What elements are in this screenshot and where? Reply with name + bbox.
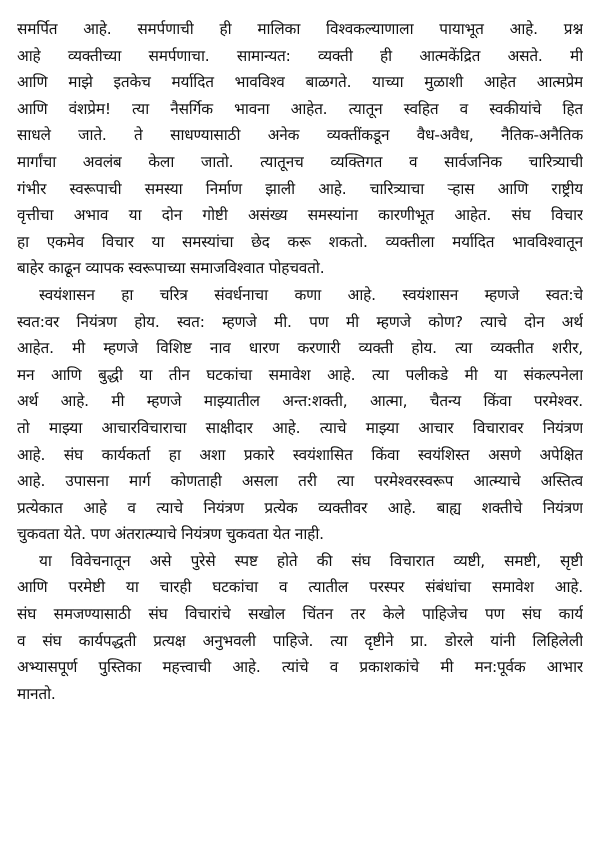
paragraph-1-line-6: मार्गांचा अवलंब केला जातो. त्यातूनच व्यक्तिगत व सार्वजनिक चारित्र्याची [17,152,583,171]
paragraph-3-line-5: अभ्यासपूर्ण पुस्तिका महत्त्वाची आहे. त्यांचे व प्रकाशकांचे मी मन:पूर्वक आभार [17,658,583,677]
paragraph-1-line-9: हा एकमेव विचार या समस्यांचा छेद करू शकतो. व्यक्तीला मर्यादित भावविश्वातून [17,232,583,251]
paragraph-1-line-5: साधले जाते. ते साधण्यासाठी अनेक व्यक्तींकडून वैध-अवैध, नैतिक-अनैतिक [17,126,583,145]
paragraph-2-line-9: प्रत्येकात आहे व त्याचे नियंत्रण प्रत्येक व्यक्तीवर आहे. बाह्य शक्तीचे नियंत्रण [17,498,583,517]
paragraph-3-line-3: संघ समजण्यासाठी संघ विचारांचे सखोल चिंतन तर केले पाहिजेच पण संघ कार्य [17,605,583,624]
paragraph-2-line-3: आहेत. मी म्हणजे विशिष्ट नाव धारण करणारी व्यक्ती होय. त्या व्यक्तीत शरीर, [17,339,583,358]
paragraph-3-line-4: व संघ कार्यपद्धती प्रत्यक्ष अनुभवली पाहिजे. त्या दृष्टीने प्रा. डोरले यांनी लिहिलेली [17,631,583,650]
paragraph-2-line-5: अर्थ आहे. मी म्हणजे माझ्यातील अन्त:शक्ती, आत्मा, चैतन्य किंवा परमेश्वर. [17,392,583,411]
paragraph-1-line-10: बाहेर काढून व्यापक स्वरूपाच्या समाजविश्वात पोहचवतो. [17,259,325,278]
paragraph-2-line-4: मन आणि बुद्धी या तीन घटकांचा समावेश आहे. त्या पलीकडे मी या संकल्पनेला [17,365,583,384]
paragraph-1-line-2: आहे व्यक्तीच्या समर्पणाचा. सामान्यत: व्यक्ती ही आत्मकेंद्रित असते. मी [17,46,583,65]
paragraph-2-line-10: चुकवता येते. पण अंतरात्म्याचे नियंत्रण चुकवता येत नाही. [17,525,324,544]
body-text [17,16,583,707]
paragraph-3-line-2: आणि परमेष्टी या चारही घटकांचा व त्यातील परस्पर संबंधांचा समावेश आहे. [17,578,583,597]
paragraph-1-line-3: आणि माझे इतकेच मर्यादित भावविश्व बाळगते. याच्या मुळाशी आहेत आत्मप्रेम [17,73,583,92]
paragraph-2-line-7: आहे. संघ कार्यकर्ता हा अशा प्रकारे स्वयंशासित किंवा स्वयंशिस्त असणे अपेक्षित [17,445,583,464]
paragraph-1-line-8: वृत्तीचा अभाव या दोन गोष्टी असंख्य समस्यांना कारणीभूत आहेत. संघ विचार [17,206,583,225]
paragraph-3-line-6: मानतो. [17,684,56,703]
paragraph-2-line-2: स्वत:वर नियंत्रण होय. स्वत: म्हणजे मी. पण मी म्हणजे कोण? त्याचे दोन अर्थ [17,312,583,331]
paragraph-1-line-4: आणि वंशप्रेम! त्या नैसर्गिक भावना आहेत. त्यातून स्वहित व स्वकीयांचे हित [17,99,583,118]
paragraph-1-line-1: समर्पित आहे. समर्पणाची ही मालिका विश्वकल्याणाला पायाभूत आहे. प्रश्न [17,20,583,38]
paragraph-2-line-8: आहे. उपासना मार्ग कोणताही असला तरी त्या परमेश्वरस्वरूप आत्म्याचे अस्तित्व [17,472,583,491]
paragraph-3-line-1: या विवेचनातून असे पुरेसे स्पष्ट होते की संघ विचारात व्यष्टी, समष्टी, सृष्टी [39,551,583,570]
paragraph-2-line-6: तो माझ्या आचारविचाराचा साक्षीदार आहे. त्याचे माझ्या आचार विचारावर नियंत्रण [17,418,583,437]
paragraph-2-line-1: स्वयंशासन हा चरित्र संवर्धनाचा कणा आहे. स्वयंशासन म्हणजे स्वत:चे [39,285,583,304]
paragraph-1-line-7: गंभीर स्वरूपाची समस्या निर्माण झाली आहे. चारित्र्याचा ऱ्हास आणि राष्ट्रीय [17,179,583,198]
